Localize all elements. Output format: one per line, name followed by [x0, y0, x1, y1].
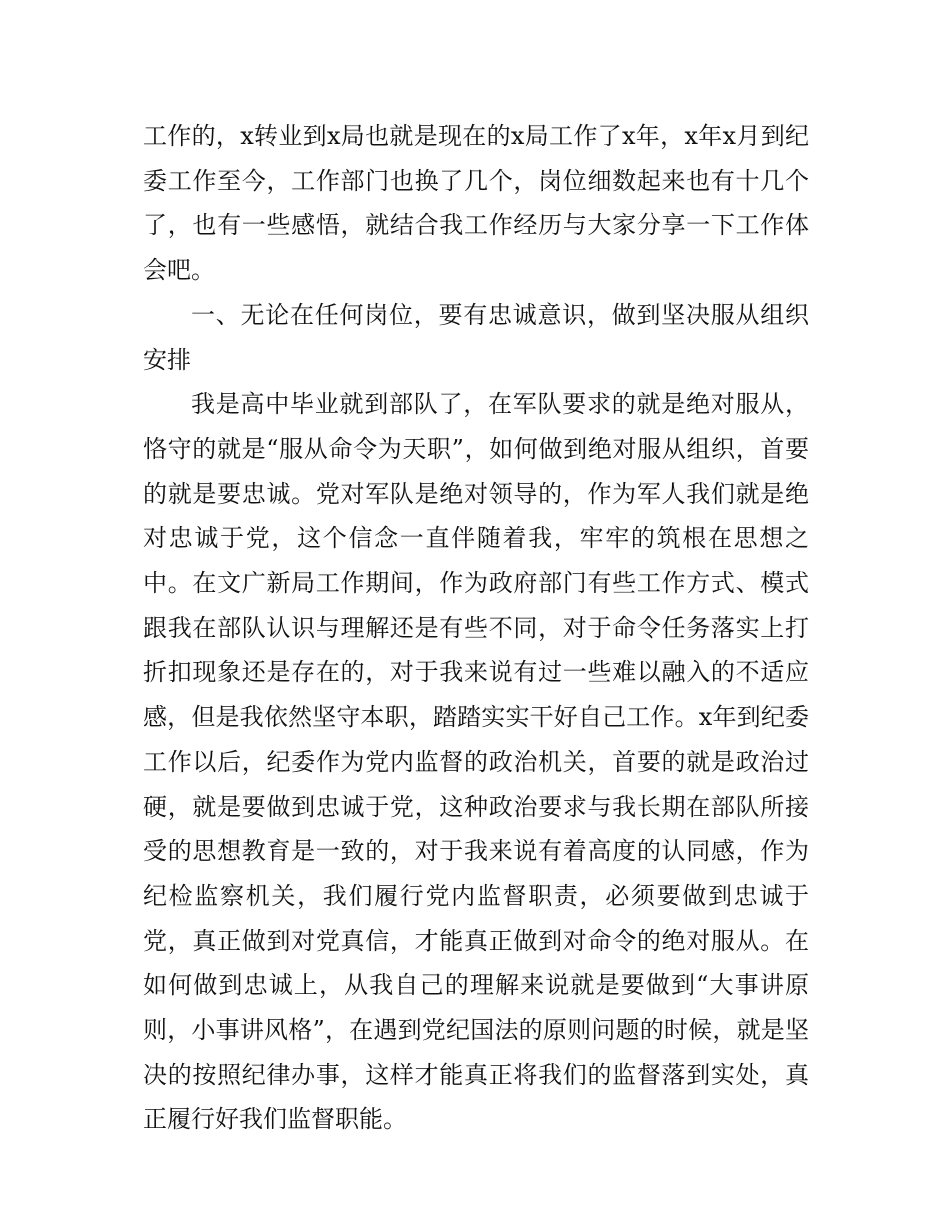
section-heading-1: 一、无论在任何岗位，要有忠诚意识，做到坚决服从组织安排: [143, 300, 809, 374]
document-body: [143, 114, 809, 1142]
paragraph-body-1: 我是高中毕业就到部队了，在军队要求的就是绝对服从，恪守的就是“服从命令为天职”，如何做到绝对服从组织，首要的就是要忠诚。党对军队是绝对领导的，作为军人我们就是绝对忠诚于党，这个信念一直伴随着我，牢牢的筑根在思想之中。在文广新局工作期间，作为政府部门有些工作方式、模式跟我在部队认识与理解还是有些不同，对于命令任务落实上打折扣现象还是存在的，对于我来说有过一些难以融入的不适应感，但是我依然坚守本职，踏踏实实干好自己工作。x年到纪委工作以后，纪委作为党内监督的政治机关，首要的就是政治过硬，就是要做到忠诚于党，这种政治要求与我长期在部队所接受的思想教育是一致的，对于我来说有着高度的认同感，作为纪检监察机关，我们履行党内监督职责，必须要做到忠诚于党，真正做到对党真信，才能真正做到对命令的绝对服从。在如何做到忠诚上，从我自己的理解来说就是要做到“大事讲原则，小事讲风格”，在遇到党纪国法的原则问题的时候，就是坚决的按照纪律办事，这样才能真正将我们的监督落到实处，真正履行好我们监督职能。: [143, 390, 809, 1134]
paragraph-intro-continued: 工作的，x转业到x局也就是现在的x局工作了x年，x年x月到纪委工作至今，工作部门也换了几个，岗位细数起来也有十几个了，也有一些感悟，就结合我工作经历与大家分享一下工作体会吧。: [143, 122, 809, 285]
